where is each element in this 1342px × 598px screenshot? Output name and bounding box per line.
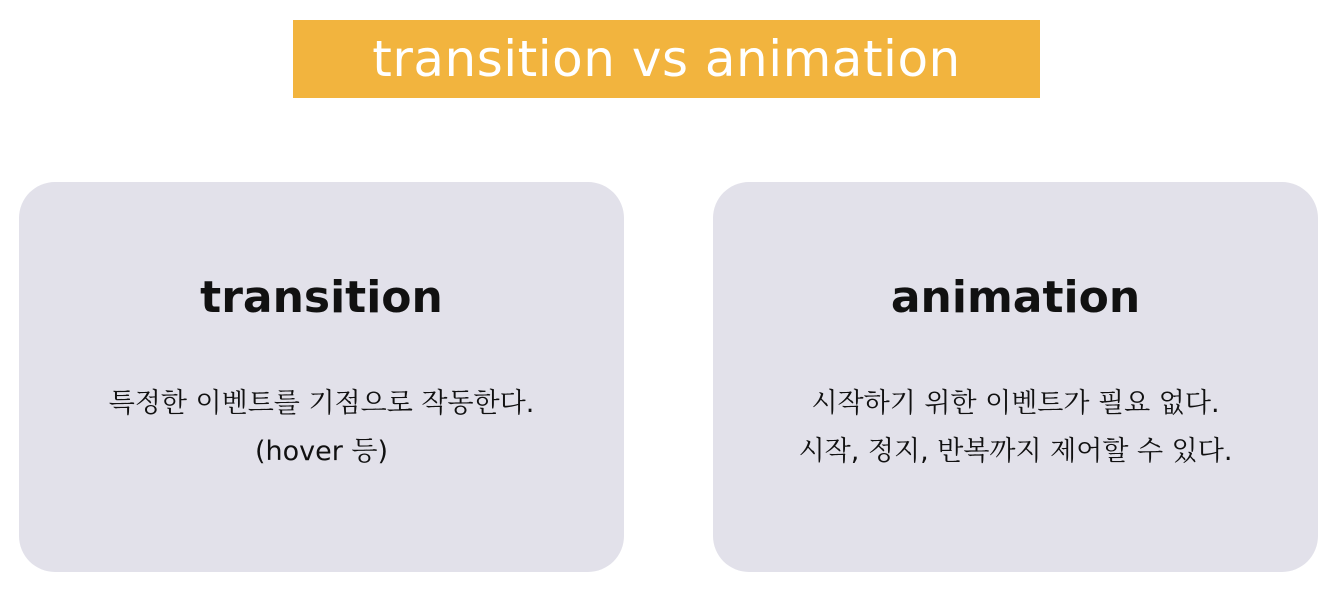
transition-card [19,182,624,572]
title-banner [293,20,1040,98]
animation-card-line: 시작하기 위한 이벤트가 필요 없다. [811,388,1220,419]
animation-card [713,182,1318,572]
transition-card-heading: transition [200,272,443,323]
animation-card-line: 시작, 정지, 반복까지 제어할 수 있다. [798,436,1233,467]
animation-card-heading: animation [890,272,1141,323]
transition-card-line: 특정한 이벤트를 기점으로 작동한다. [108,388,535,419]
transition-card-line: (hover 등) [254,436,389,467]
animation-card-description [713,380,1318,476]
slide-title: transition vs animation [372,30,961,88]
transition-card-description [19,380,624,476]
